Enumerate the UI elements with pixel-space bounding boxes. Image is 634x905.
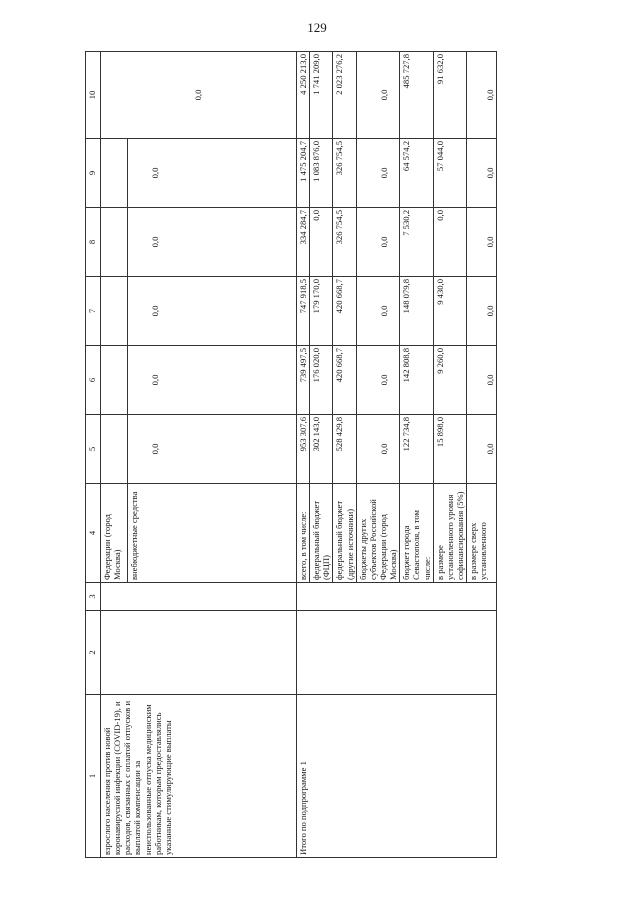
value-cell: 0,0	[356, 346, 400, 415]
funding-source: федеральный бюджет (другие источники)	[333, 484, 356, 583]
value-cell: 57 044,0	[433, 139, 466, 208]
value-cell: 0,0	[356, 139, 400, 208]
value-cell: 0,0	[128, 139, 297, 208]
funding-source: в размере сверх установленного	[467, 484, 497, 583]
value-cell: 1 083 876,0	[310, 139, 333, 208]
value-cell: 0,0	[310, 208, 333, 277]
value-cell: 420 668,7	[333, 277, 356, 346]
header-cell: 9	[86, 139, 101, 208]
header-cell: 2	[86, 611, 101, 695]
header-cell: 7	[86, 277, 101, 346]
value-cell: 9 430,0	[433, 277, 466, 346]
value-cell: 326 754,5	[333, 208, 356, 277]
value-cell: 302 143,0	[310, 415, 333, 484]
rotated-table-container	[85, 52, 559, 858]
value-cell: 0,0	[467, 208, 497, 277]
table-row	[101, 52, 128, 858]
table-row	[297, 52, 310, 858]
value-cell: 953 307,6	[297, 415, 310, 484]
value-cell: 2 023 276,2	[333, 52, 356, 139]
value-cell: 0,0	[467, 346, 497, 415]
header-cell: 10	[86, 52, 101, 139]
value-cell: 420 668,7	[333, 346, 356, 415]
value-cell: 528 429,8	[333, 415, 356, 484]
value-cell: 334 284,7	[297, 208, 310, 277]
value-cell: 0,0	[433, 208, 466, 277]
value-cell: 122 734,8	[400, 415, 433, 484]
value-cell: 179 170,0	[310, 277, 333, 346]
empty-cell	[101, 611, 297, 695]
value-cell: 326 754,5	[333, 139, 356, 208]
empty-cell	[101, 346, 128, 415]
value-cell: 1 741 209,0	[310, 52, 333, 139]
funding-source: федеральный бюджет (ФЦП)	[310, 484, 333, 583]
empty-cell	[101, 208, 128, 277]
value-cell: 0,0	[128, 415, 297, 484]
empty-cell	[101, 583, 297, 611]
value-cell: 7 530,2	[400, 208, 433, 277]
page-number: 129	[307, 20, 327, 35]
funding-source: Федерации (город Москва)	[101, 484, 128, 583]
value-cell: 0,0	[356, 52, 400, 139]
header-cell: 5	[86, 415, 101, 484]
value-cell: 15 898,0	[433, 415, 466, 484]
empty-cell	[101, 415, 128, 484]
funding-source: внебюджетные средства	[128, 484, 297, 583]
funding-source: бюджеты других субъектов Российской Федерации (город Москва)	[356, 484, 400, 583]
value-cell: 0,0	[101, 52, 297, 139]
value-cell: 176 020,0	[310, 346, 333, 415]
value-cell: 9 260,0	[433, 346, 466, 415]
empty-cell	[297, 611, 497, 695]
value-cell: 0,0	[467, 52, 497, 139]
value-cell: 0,0	[467, 139, 497, 208]
header-cell: 4	[86, 484, 101, 583]
header-cell: 1	[86, 695, 101, 858]
budget-table	[85, 51, 497, 858]
empty-cell	[101, 139, 128, 208]
value-cell: 0,0	[467, 415, 497, 484]
value-cell: 148 079,8	[400, 277, 433, 346]
value-cell: 0,0	[356, 208, 400, 277]
value-cell: 485 727,8	[400, 52, 433, 139]
funding-source: бюджет города Севастополя, в том числе:	[400, 484, 433, 583]
value-cell: 0,0	[467, 277, 497, 346]
funding-source: в размере установленного уровня софинансирования (5%)	[433, 484, 466, 583]
header-cell: 6	[86, 346, 101, 415]
value-cell: 0,0	[128, 277, 297, 346]
value-cell: 739 497,5	[297, 346, 310, 415]
value-cell: 142 808,8	[400, 346, 433, 415]
measure-title: взрослого населения против новой коронавирусной инфекции (COVID-19), и расходов, связанных с оплатой отпусков и выплатой компенсации за неиспользованные отпуска медицинским работникам, которым предоставлялись указанные стимулирующие выплаты	[101, 695, 297, 858]
header-cell: 8	[86, 208, 101, 277]
funding-source: всего, в том числе:	[297, 484, 310, 583]
value-cell: 0,0	[356, 277, 400, 346]
value-cell: 64 574,2	[400, 139, 433, 208]
value-cell: 4 250 213,0	[297, 52, 310, 139]
value-cell: 1 475 204,7	[297, 139, 310, 208]
empty-cell	[101, 277, 128, 346]
value-cell: 0,0	[128, 346, 297, 415]
value-cell: 91 632,0	[433, 52, 466, 139]
empty-cell	[297, 583, 497, 611]
value-cell: 0,0	[356, 415, 400, 484]
value-cell: 747 918,5	[297, 277, 310, 346]
header-row	[86, 52, 101, 858]
value-cell: 0,0	[128, 208, 297, 277]
header-cell: 3	[86, 583, 101, 611]
subtotal-title: Итого по подпрограмме 1	[297, 695, 497, 858]
